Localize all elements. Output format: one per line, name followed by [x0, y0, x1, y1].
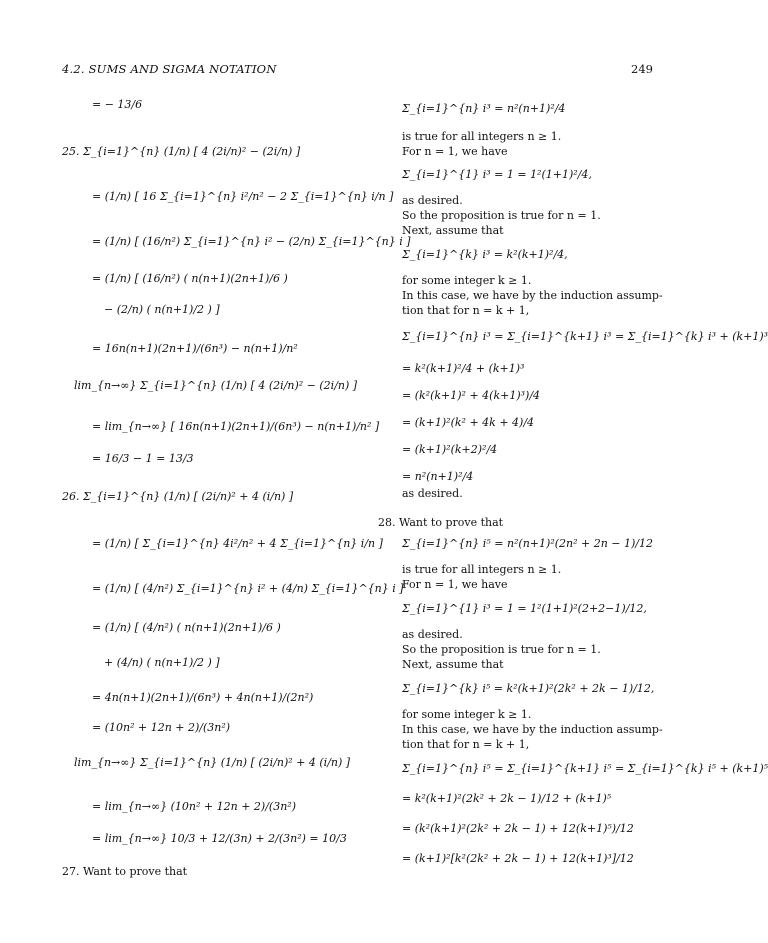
eq-line: Σ_{i=1}^{1} i³ = 1 = 1²(1+1)²/4, — [402, 168, 592, 181]
eq-line: Σ_{i=1}^{1} i³ = 1 = 1²(1+1)²(2+2−1)/12, — [402, 602, 647, 615]
eq-line: = lim_{n→∞} 10/3 + 12/(3n) + 2/(3n²) = 10/3 — [92, 832, 347, 845]
eq-line: Σ_{i=1}^{k} i³ = k²(k+1)²/4, — [402, 248, 568, 261]
eq-line: = (10n² + 12n + 2)/(3n²) — [92, 721, 231, 734]
problem-28: 28. Want to prove that — [378, 516, 504, 529]
text-line: for some integer k ≥ 1. — [402, 274, 532, 287]
text-line: Next, assume that — [402, 224, 504, 237]
eq-line: = − 13/6 — [92, 98, 143, 111]
eq-line: = lim_{n→∞} (10n² + 12n + 2)/(3n²) — [92, 800, 296, 813]
eq-line: = (1/n) [ 16 Σ_{i=1}^{n} i²/n² − 2 Σ_{i=1}^{n} i/n ] — [92, 190, 394, 203]
eq-line: = (1/n) [ (16/n²) ( n(n+1)(2n+1)/6 ) — [92, 272, 288, 285]
eq-line: = (1/n) [ (16/n²) Σ_{i=1}^{n} i² − (2/n) Σ_{i=1}^{n} i ] — [92, 235, 411, 248]
eq-line: = (k+1)²(k² + 4k + 4)/4 — [402, 416, 535, 429]
eq-line: = 16/3 − 1 = 13/3 — [92, 452, 194, 465]
eq-line: = lim_{n→∞} [ 16n(n+1)(2n+1)/(6n³) − n(n+1)/n² ] — [92, 420, 380, 433]
text-line: tion that for n = k + 1, — [402, 738, 530, 751]
eq-line: = k²(k+1)²/4 + (k+1)³ — [402, 362, 525, 375]
text-line: for some integer k ≥ 1. — [402, 708, 532, 721]
eq-line: Σ_{i=1}^{n} i⁵ = Σ_{i=1}^{k+1} i⁵ = Σ_{i=1}^{k} i⁵ + (k+1)⁵ — [402, 762, 768, 775]
text-line: In this case, we have by the induction assump- — [402, 289, 663, 302]
running-header: 4.2. SUMS AND SIGMA NOTATION — [62, 62, 277, 76]
eq-line: = (k+1)²[k²(2k² + 2k − 1) + 12(k+1)³]/12 — [402, 852, 634, 865]
text-line: So the proposition is true for n = 1. — [402, 643, 601, 656]
eq-line: Σ_{i=1}^{n} i⁵ = n²(n+1)²(2n² + 2n − 1)/12 — [402, 537, 654, 550]
eq-line: − (2/n) ( n(n+1)/2 ) ] — [104, 303, 220, 316]
text-line: as desired. — [402, 487, 463, 500]
text-line: as desired. — [402, 194, 463, 207]
text-line: In this case, we have by the induction assump- — [402, 723, 663, 736]
text-line: So the proposition is true for n = 1. — [402, 209, 601, 222]
eq-line: Σ_{i=1}^{n} i³ = n²(n+1)²/4 — [402, 102, 566, 115]
eq-line: = (1/n) [ Σ_{i=1}^{n} 4i²/n² + 4 Σ_{i=1}^{n} i/n ] — [92, 537, 383, 550]
eq-line: lim_{n→∞} Σ_{i=1}^{n} (1/n) [ (2i/n)² + 4 (i/n) ] — [74, 756, 351, 769]
text-line: For n = 1, we have — [402, 145, 508, 158]
problem-27: 27. Want to prove that — [62, 865, 188, 878]
eq-line: = 16n(n+1)(2n+1)/(6n³) − n(n+1)/n² — [92, 342, 298, 355]
eq-line: lim_{n→∞} Σ_{i=1}^{n} (1/n) [ 4 (2i/n)² − (2i/n) ] — [74, 379, 358, 392]
eq-line: = k²(k+1)²(2k² + 2k − 1)/12 + (k+1)⁵ — [402, 792, 612, 805]
text-line: tion that for n = k + 1, — [402, 304, 530, 317]
eq-line: = (k²(k+1)² + 4(k+1)³)/4 — [402, 389, 541, 402]
text-line: is true for all integers n ≥ 1. — [402, 563, 562, 576]
text-line: as desired. — [402, 628, 463, 641]
eq-line: + (4/n) ( n(n+1)/2 ) ] — [104, 656, 220, 669]
eq-line: = (k+1)²(k+2)²/4 — [402, 443, 498, 456]
eq-line: Σ_{i=1}^{n} i³ = Σ_{i=1}^{k+1} i³ = Σ_{i=1}^{k} i³ + (k+1)³ — [402, 330, 768, 343]
eq-line: = n²(n+1)²/4 — [402, 470, 474, 483]
text-line: Next, assume that — [402, 658, 504, 671]
eq-line: Σ_{i=1}^{k} i⁵ = k²(k+1)²(2k² + 2k − 1)/12, — [402, 682, 655, 695]
eq-line: = (k²(k+1)²(2k² + 2k − 1) + 12(k+1)⁵)/12 — [402, 822, 634, 835]
text-line: For n = 1, we have — [402, 578, 508, 591]
eq-line: = (1/n) [ (4/n²) Σ_{i=1}^{n} i² + (4/n) Σ_{i=1}^{n} i ] — [92, 582, 404, 595]
problem-26: 26. Σ_{i=1}^{n} (1/n) [ (2i/n)² + 4 (i/n) ] — [62, 490, 294, 503]
eq-line: = 4n(n+1)(2n+1)/(6n³) + 4n(n+1)/(2n²) — [92, 691, 314, 704]
eq-line: = (1/n) [ (4/n²) ( n(n+1)(2n+1)/6 ) — [92, 621, 281, 634]
text-line: is true for all integers n ≥ 1. — [402, 130, 562, 143]
page-number: 249 — [631, 62, 653, 76]
problem-25: 25. Σ_{i=1}^{n} (1/n) [ 4 (2i/n)² − (2i/n) ] — [62, 145, 301, 158]
